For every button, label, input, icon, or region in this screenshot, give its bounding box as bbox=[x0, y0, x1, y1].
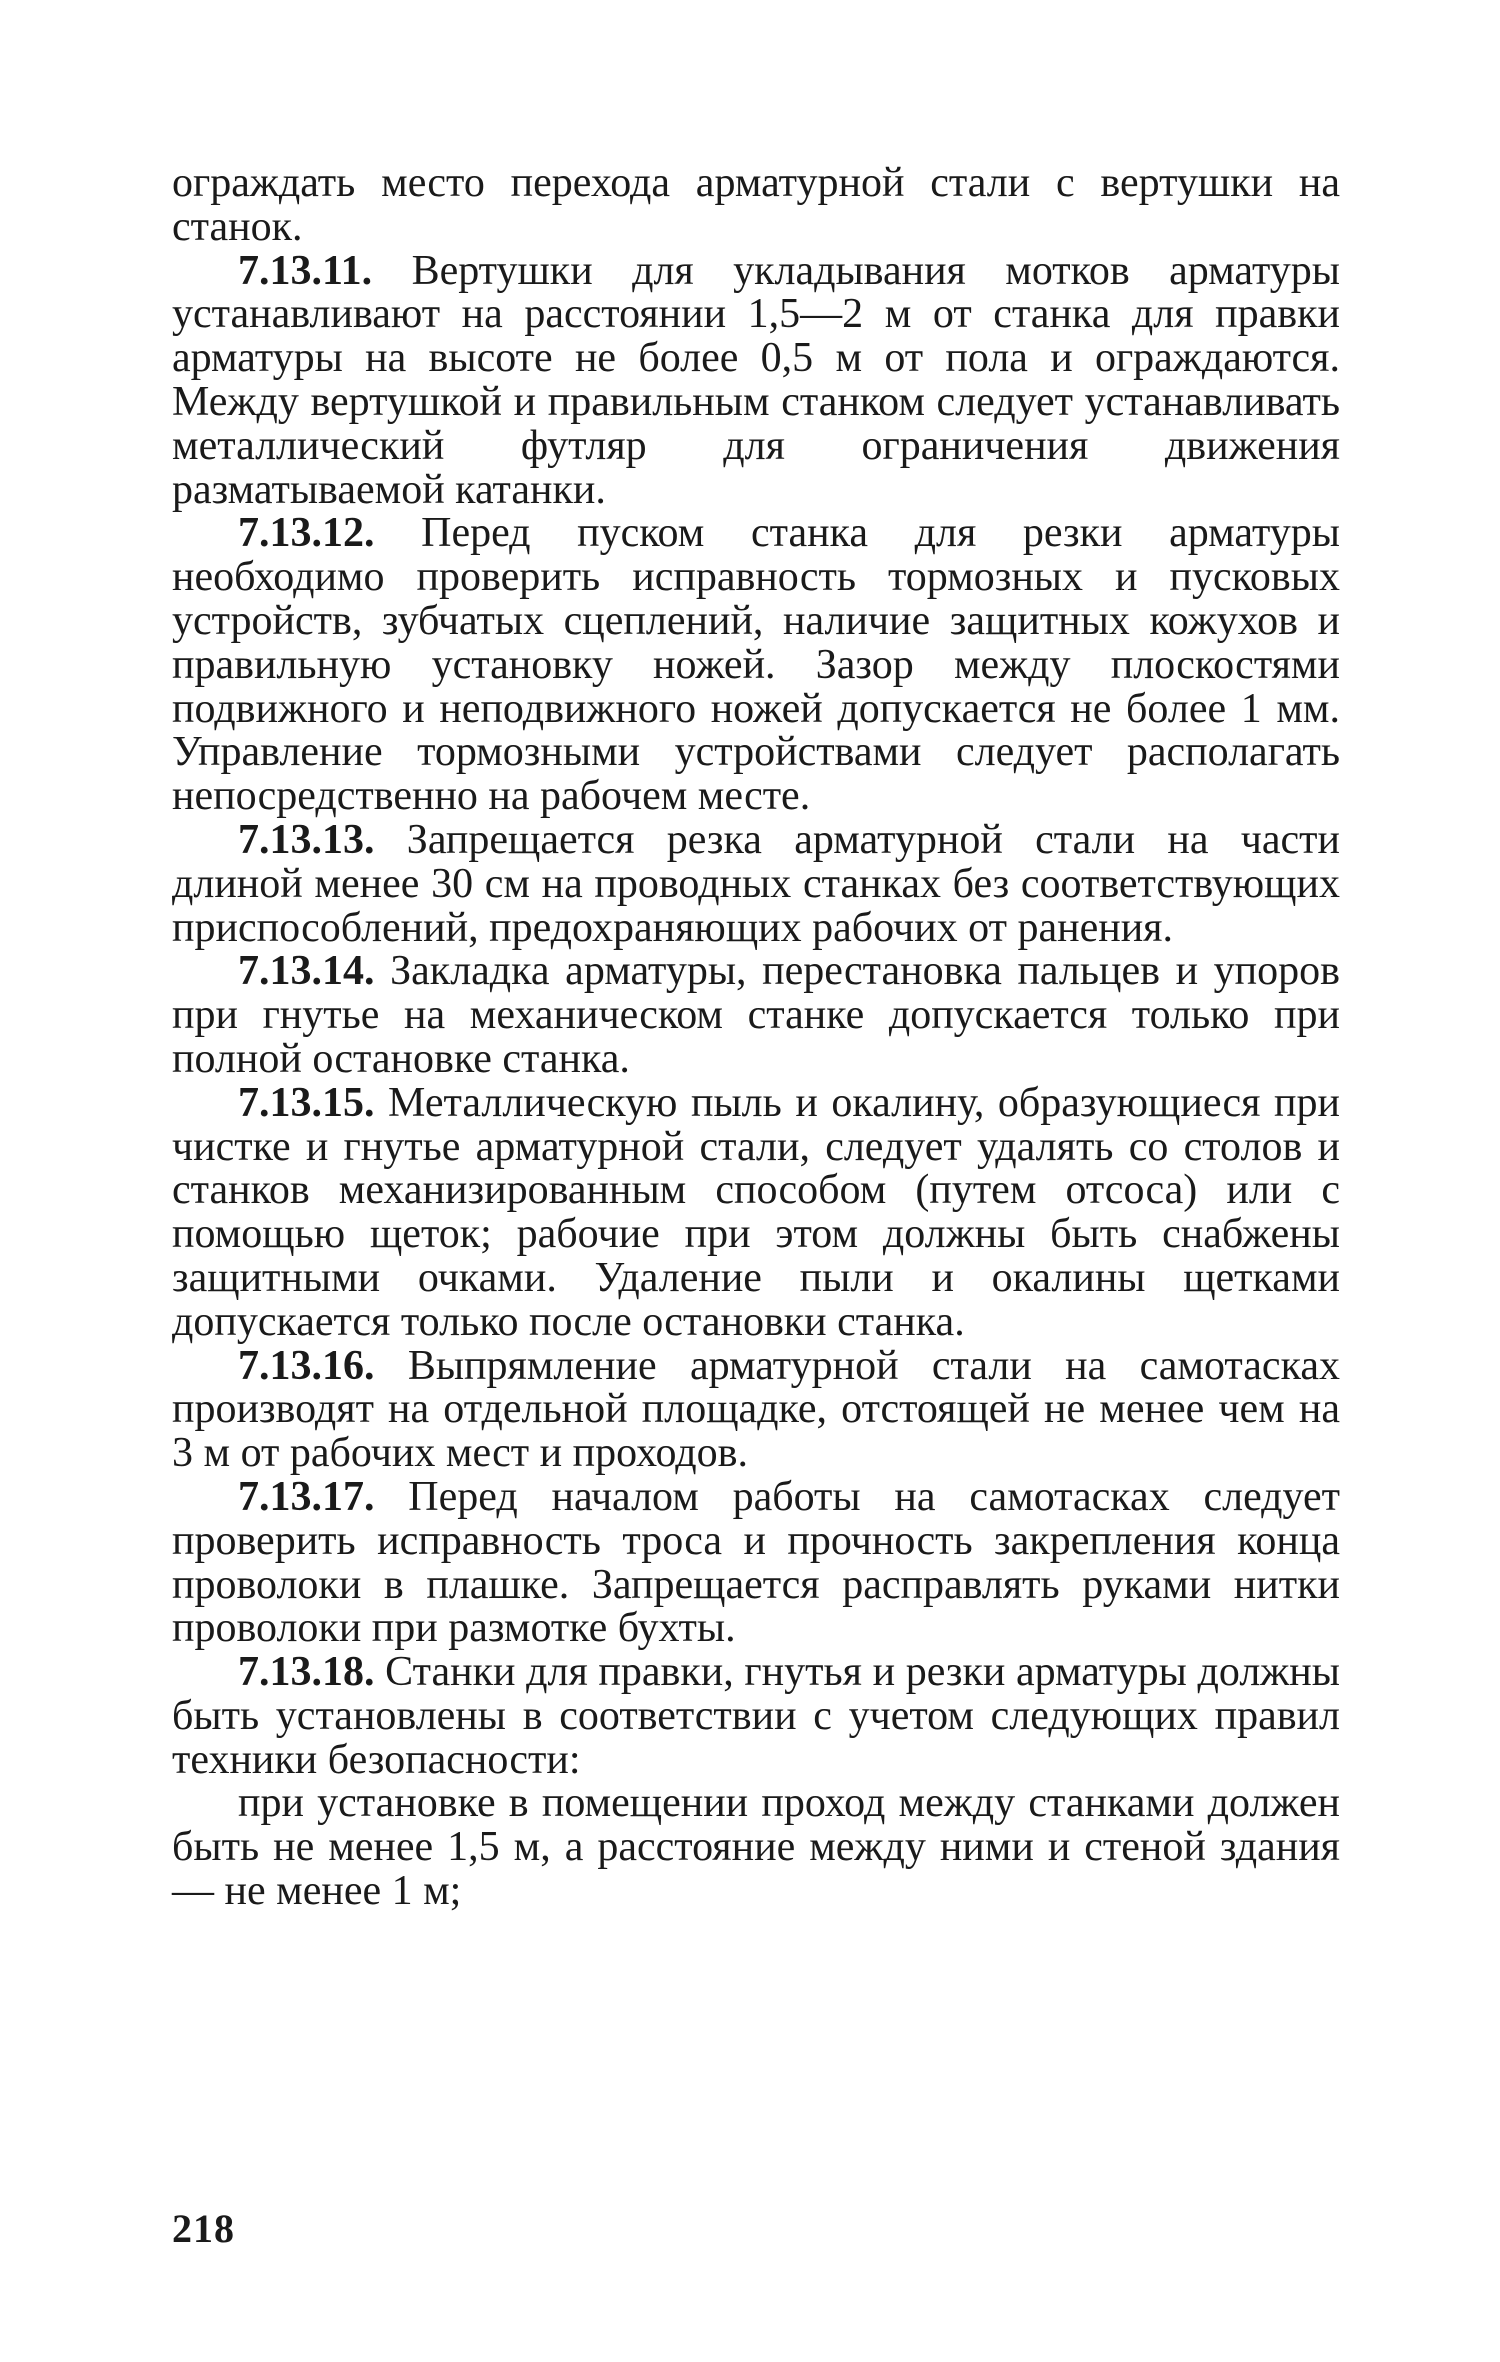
paragraph-text: Перед пуском станка для резки арматуры необходимо проверить исправность тормозных и пусковых устройств, зубчатых сцеплений, наличие защитных кожухов и правильную установку ножей. Зазор между плоскостями подвижного и неподвижного ножей допускается не более 1 мм. Управление тормозными устройствами следует располагать непосредственно на рабочем месте. bbox=[172, 510, 1340, 820]
clause-number: 7.13.18. bbox=[238, 1649, 375, 1696]
paragraph-text: Перед началом работы на самотасках следует проверить исправность троса и прочность закрепления конца проволоки в плашке. Запрещается расправлять руками нитки проволоки при размотке бухты. bbox=[172, 1473, 1340, 1652]
paragraph-text: Металлическую пыль и окалину, образующиеся при чистке и гнутье арматурной стали, следует удалять со столов и станков механизированным способом (путем отсоса) или с помощью щеток; рабочие при этом должны быть снабжены защитными очками. Удаление пыли и окалины щетками допускается только после остановки станка. bbox=[172, 1079, 1340, 1345]
body-text bbox=[172, 162, 1340, 1914]
clause-7-13-12 bbox=[172, 512, 1340, 819]
page-number: 218 bbox=[172, 2206, 235, 2251]
clause-7-13-18 bbox=[172, 1651, 1340, 1782]
clause-7-13-17 bbox=[172, 1473, 1340, 1652]
paragraph-text: Вертушки для укладывания мотков арматуры устанавливают на расстоянии 1,5—2 м от станка для правки арматуры на высоте не более 0,5 м от пола и ограждаются. Между вертушкой и правильным станком следует устанавливать металлический футляр для ограничения движения разматываемой катанки. bbox=[172, 247, 1340, 513]
clause-number: 7.13.12. bbox=[238, 510, 375, 557]
paragraph-text: при установке в помещении проход между станками должен быть не менее 1,5 м, а расстояние между ними и стеной здания — не менее 1 м; bbox=[172, 1780, 1340, 1915]
paragraph-text: Закладка арматуры, перестановка пальцев и упоров при гнутье на механическом станке допускается только при полной остановке станка. bbox=[172, 948, 1340, 1082]
clause-7-13-15 bbox=[172, 1079, 1340, 1345]
clause-number: 7.13.15. bbox=[238, 1079, 375, 1126]
paragraph-text: Запрещается резка арматурной стали на части длиной менее 30 см на проводных станках без соответствующих приспособлений, предохраняющих рабочих от ранения. bbox=[172, 816, 1340, 951]
clause-number: 7.13.14. bbox=[238, 948, 375, 995]
clause-7-13-13 bbox=[172, 816, 1340, 951]
clause-number: 7.13.16. bbox=[238, 1342, 375, 1389]
list-item-installation bbox=[172, 1782, 1340, 1913]
clause-number: 7.13.17. bbox=[238, 1473, 375, 1520]
paragraph-text: Выпрямление арматурной стали на самотасках производят на отдельной площадке, отстоящей не менее чем на 3 м от рабочих мест и проходов. bbox=[172, 1342, 1340, 1477]
clause-7-13-14 bbox=[172, 950, 1340, 1081]
clause-7-13-11 bbox=[172, 247, 1340, 513]
paragraph-continuation bbox=[172, 162, 1340, 250]
paragraph-text: ограждать место перехода арматурной стали с вертушки на станок. bbox=[172, 160, 1340, 250]
clause-7-13-16 bbox=[172, 1342, 1340, 1477]
clause-number: 7.13.13. bbox=[238, 816, 375, 863]
paragraph-text: Станки для правки, гнутья и резки арматуры должны быть установлены в соответствии с учетом следующих правил техники безопасности: bbox=[172, 1649, 1340, 1783]
clause-number: 7.13.11. bbox=[238, 247, 373, 294]
